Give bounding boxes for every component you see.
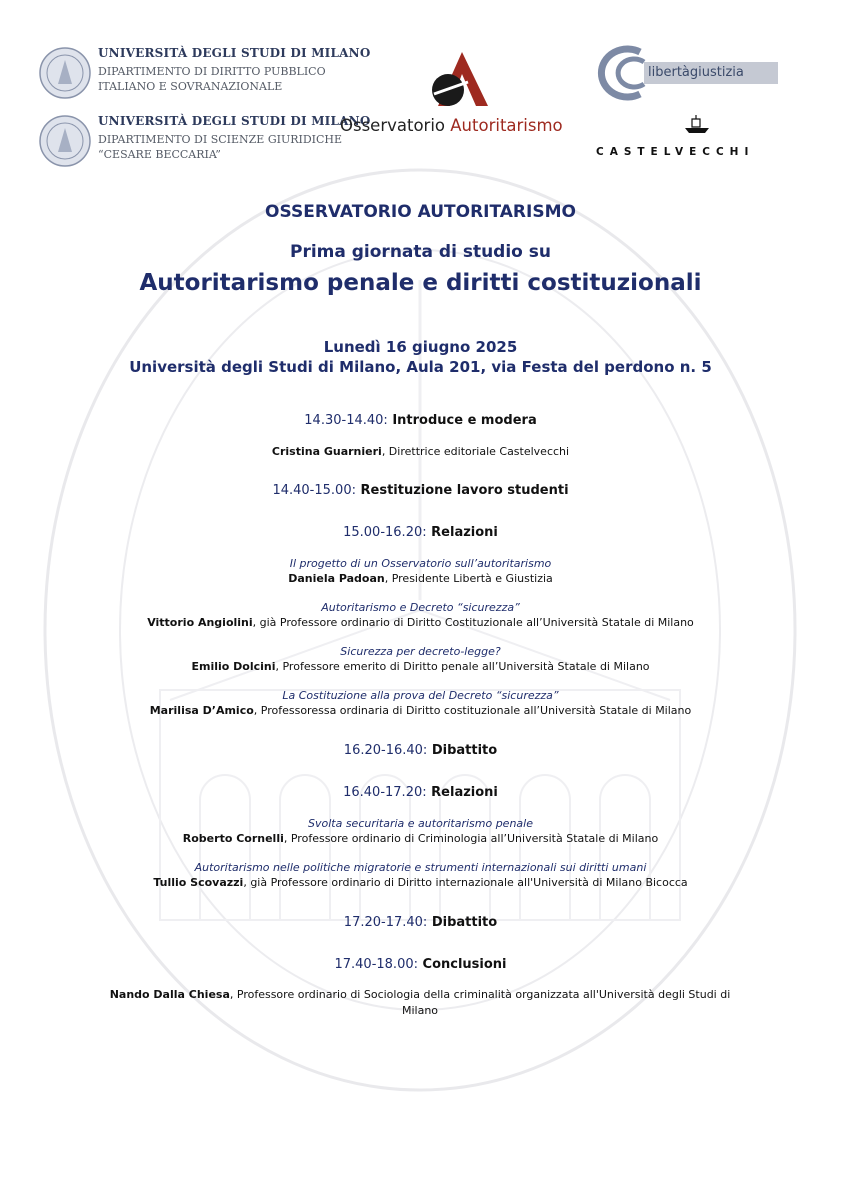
talk-topic: La Costituzione alla prova del Decreto “sicurezza” — [282, 689, 559, 702]
slot-title: Restituzione lavoro studenti — [360, 483, 569, 498]
speaker-name: Daniela Padoan — [288, 572, 385, 585]
unimi-logo-legal-sciences — [38, 114, 371, 174]
speaker-name: Emilio Dolcini — [191, 660, 276, 673]
slot-title: Dibattito — [431, 743, 498, 758]
talk-topic: Svolta securitaria e autoritarismo penale — [308, 817, 533, 830]
program-slot — [0, 743, 841, 758]
slot-time: 15.00-16.20: — [343, 525, 427, 540]
slot-time: 16.20-16.40: — [343, 743, 428, 758]
talk-topic: Autoritarismo e Decreto “sicurezza” — [321, 601, 520, 614]
event-place: Università degli Studi di Milano, Aula 201, via Festa del perdono n. 5 — [129, 358, 712, 376]
program-slot — [0, 525, 841, 540]
unimi-logo-public-law — [38, 46, 371, 106]
speaker-role: , Professore ordinario di Sociologia della criminalità organizzata all'Università degli Studi di Milano — [229, 988, 731, 1017]
speaker-line — [0, 571, 841, 586]
speaker-name: Cristina Guarnieri — [271, 445, 382, 458]
liberta-giustizia-logo — [594, 42, 776, 104]
speaker-role: , già Professore ordinario di Diritto internazionale all'Università di Milano Bicocca — [243, 876, 688, 889]
speaker-role: , Professore emerito di Diritto penale all’Università Statale di Milano — [275, 660, 650, 673]
speaker-role: , Professore ordinario di Criminologia all’Università Statale di Milano — [283, 832, 659, 845]
department-line-1: DIPARTIMENTO DI SCIENZE GIURIDICHE — [98, 133, 343, 146]
university-name: UNIVERSITÀ DEGLI STUDI DI MILANO — [98, 114, 371, 128]
speaker-line — [0, 875, 841, 890]
speaker-name: Roberto Cornelli — [182, 832, 284, 845]
speaker-name: Tullio Scovazzi — [153, 876, 244, 889]
program-slot — [0, 413, 841, 428]
event-date: Lunedì 16 giugno 2025 — [323, 338, 518, 356]
speaker-line — [0, 444, 841, 459]
program-slot — [0, 915, 841, 930]
castelvecchi-wordmark: CASTELVECCHI — [596, 146, 755, 158]
ship-icon — [682, 114, 712, 134]
slot-title: Relazioni — [431, 785, 498, 800]
logo-word-autoritarismo: Autoritarismo — [450, 116, 563, 135]
logo-word-osservatorio: Osservatorio — [340, 116, 451, 135]
talk-topic: Il progetto di un Osservatorio sull’autoritarismo — [289, 557, 552, 570]
organization-heading: OSSERVATORIO AUTORITARISMO — [265, 202, 576, 222]
event-title: Autoritarismo penale e diritti costituzionali — [139, 270, 702, 296]
speaker-line — [100, 987, 740, 1019]
program-slot — [0, 785, 841, 800]
speaker-line — [0, 659, 841, 674]
speaker-role: , Direttrice editoriale Castelvecchi — [381, 445, 570, 458]
slot-time: 17.40-18.00: — [334, 957, 418, 972]
osservatorio-autoritarismo-logo — [330, 48, 590, 148]
slot-time: 16.40-17.20: — [343, 785, 427, 800]
unimi-seal-icon — [38, 46, 92, 100]
event-subtitle: Prima giornata di studio su — [289, 242, 551, 262]
slot-title: Introduce e modera — [392, 413, 537, 428]
speaker-line — [0, 831, 841, 846]
department-line-2: “CESARE BECCARIA” — [98, 148, 221, 161]
speaker-name: Marilisa D’Amico — [149, 704, 254, 717]
talk-topic: Autoritarismo nelle politiche migratorie e strumenti internazionali sui diritti umani — [194, 861, 647, 874]
slot-time: 14.40-15.00: — [272, 483, 356, 498]
slot-time: 14.30-14.40: — [304, 413, 388, 428]
speaker-line — [0, 703, 841, 718]
department-line-1: DIPARTIMENTO DI DIRITTO PUBBLICO — [98, 65, 326, 78]
program-slot — [0, 483, 841, 498]
osservatorio-mark-icon — [406, 48, 516, 110]
speaker-name: Nando Dalla Chiesa — [109, 988, 230, 1001]
speaker-role: , Presidente Libertà e Giustizia — [384, 572, 553, 585]
talk-topic: Sicurezza per decreto-legge? — [340, 645, 501, 658]
program-slot — [0, 957, 841, 972]
speaker-role: , già Professore ordinario di Diritto Costituzionale all’Università Statale di Milano — [252, 616, 694, 629]
slot-time: 17.20-17.40: — [343, 915, 428, 930]
university-name: UNIVERSITÀ DEGLI STUDI DI MILANO — [98, 46, 371, 60]
department-line-2: ITALIANO E SOVRANAZIONALE — [98, 80, 283, 93]
speaker-name: Vittorio Angiolini — [147, 616, 253, 629]
speaker-role: , Professoressa ordinaria di Diritto costituzionale all’Università Statale di Milano — [253, 704, 692, 717]
speaker-line — [0, 615, 841, 630]
slot-title: Dibattito — [431, 915, 498, 930]
slot-title: Relazioni — [431, 525, 498, 540]
slot-title: Conclusioni — [422, 957, 507, 972]
castelvecchi-logo — [596, 114, 808, 160]
unimi-seal-icon — [38, 114, 92, 168]
liberta-giustizia-wordmark: libertàgiustizia — [644, 62, 778, 84]
